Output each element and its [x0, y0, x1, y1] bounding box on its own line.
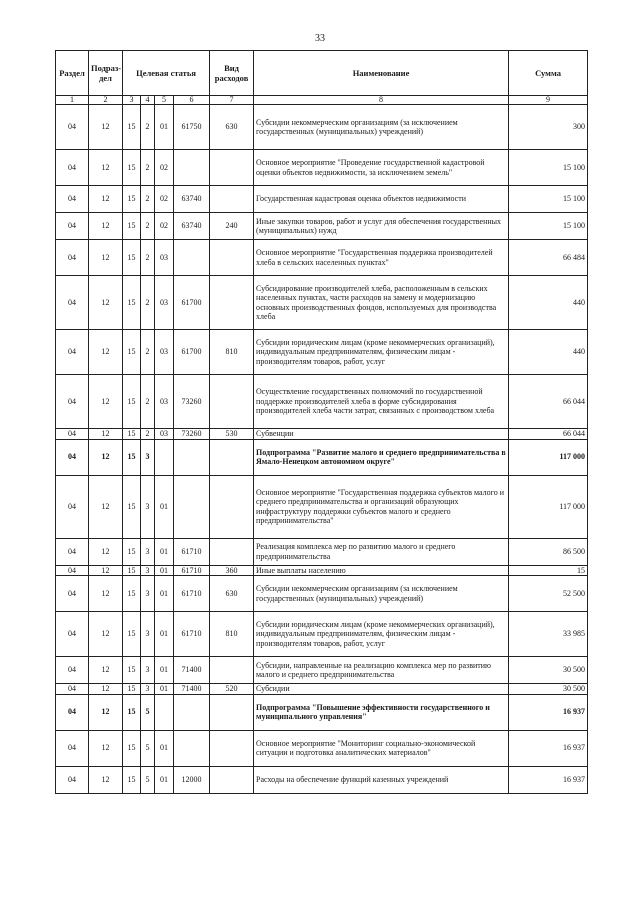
- cell-target-1: 15: [123, 375, 141, 429]
- cell-expense-type: 630: [210, 105, 254, 150]
- cell-target-1: 15: [123, 694, 141, 730]
- cell-name: Субсидии юридическим лицам (кроме некоммерческих организаций), индивидуальным предпринимателям, физическим лицам - производителям товаров, работ, услуг: [254, 330, 509, 375]
- cell-razdel: 04: [56, 213, 89, 240]
- header-podrazdel: Подраз-дел: [89, 51, 123, 96]
- cell-target-3: 02: [155, 150, 174, 186]
- cell-target-4: 71400: [174, 684, 210, 695]
- cell-target-3: 03: [155, 276, 174, 330]
- cell-target-2: 2: [141, 375, 155, 429]
- cell-sum: 66 044: [509, 375, 588, 429]
- cell-target-1: 15: [123, 612, 141, 657]
- cell-target-3: 03: [155, 375, 174, 429]
- table-row: [56, 730, 588, 766]
- cell-sum: 30 500: [509, 684, 588, 695]
- cell-podrazdel: 12: [89, 375, 123, 429]
- header-target-article: Целевая статья: [123, 51, 210, 96]
- cell-target-2: 3: [141, 565, 155, 576]
- cell-sum: 33 985: [509, 612, 588, 657]
- cell-expense-type: [210, 150, 254, 186]
- cell-target-2: 3: [141, 538, 155, 565]
- cell-target-4: 63740: [174, 186, 210, 213]
- cell-target-1: 15: [123, 475, 141, 538]
- cell-podrazdel: 12: [89, 766, 123, 793]
- cell-sum: 16 937: [509, 694, 588, 730]
- table-row: [56, 766, 588, 793]
- cell-target-2: 2: [141, 105, 155, 150]
- cell-sum: 16 937: [509, 766, 588, 793]
- cell-podrazdel: 12: [89, 538, 123, 565]
- table-row: [56, 475, 588, 538]
- column-number: 7: [210, 96, 254, 105]
- cell-expense-type: 530: [210, 429, 254, 440]
- cell-name: Субвенции: [254, 429, 509, 440]
- cell-target-4: [174, 694, 210, 730]
- cell-expense-type: [210, 730, 254, 766]
- column-number: 1: [56, 96, 89, 105]
- cell-target-3: 01: [155, 538, 174, 565]
- cell-expense-type: [210, 766, 254, 793]
- cell-target-3: 02: [155, 213, 174, 240]
- page-number: 33: [315, 33, 325, 44]
- cell-target-3: 01: [155, 657, 174, 684]
- cell-name: Подпрограмма "Развитие малого и среднего предпринимательства в Ямало-Ненецком автономном округе": [254, 439, 509, 475]
- table-row: [56, 105, 588, 150]
- cell-target-1: 15: [123, 766, 141, 793]
- cell-razdel: 04: [56, 565, 89, 576]
- cell-podrazdel: 12: [89, 576, 123, 612]
- header-sum: Сумма: [509, 51, 588, 96]
- cell-expense-type: 240: [210, 213, 254, 240]
- table-row: [56, 657, 588, 684]
- cell-target-4: 61700: [174, 276, 210, 330]
- cell-podrazdel: 12: [89, 429, 123, 440]
- cell-podrazdel: 12: [89, 694, 123, 730]
- cell-target-3: 01: [155, 576, 174, 612]
- cell-sum: 440: [509, 330, 588, 375]
- cell-target-1: 15: [123, 330, 141, 375]
- cell-podrazdel: 12: [89, 276, 123, 330]
- table-row: [56, 375, 588, 429]
- column-number: 6: [174, 96, 210, 105]
- cell-podrazdel: 12: [89, 612, 123, 657]
- cell-target-4: 61710: [174, 612, 210, 657]
- cell-expense-type: [210, 186, 254, 213]
- cell-razdel: 04: [56, 150, 89, 186]
- table-row: [56, 538, 588, 565]
- header-razdel: Раздел: [56, 51, 89, 96]
- cell-expense-type: [210, 375, 254, 429]
- table-body: [56, 105, 588, 794]
- cell-target-4: 12000: [174, 766, 210, 793]
- table-row: [56, 694, 588, 730]
- cell-target-1: 15: [123, 439, 141, 475]
- cell-razdel: 04: [56, 766, 89, 793]
- cell-target-3: 01: [155, 766, 174, 793]
- cell-target-2: 2: [141, 213, 155, 240]
- cell-sum: 15 100: [509, 150, 588, 186]
- cell-name: Основное мероприятие "Государственная поддержка субъектов малого и среднего предпринимательства и организаций образующих инфраструктуру поддержки субъектов малого и среднего предпринимательства": [254, 475, 509, 538]
- column-number: 5: [155, 96, 174, 105]
- cell-podrazdel: 12: [89, 730, 123, 766]
- cell-target-1: 15: [123, 730, 141, 766]
- cell-target-4: 61700: [174, 330, 210, 375]
- cell-podrazdel: 12: [89, 330, 123, 375]
- cell-podrazdel: 12: [89, 150, 123, 186]
- table-row: [56, 565, 588, 576]
- cell-name: Субсидии юридическим лицам (кроме некоммерческих организаций), индивидуальным предпринимателям, физическим лицам - производителям товаров, работ, услуг: [254, 612, 509, 657]
- cell-target-4: 73260: [174, 375, 210, 429]
- cell-sum: 440: [509, 276, 588, 330]
- cell-target-3: 03: [155, 429, 174, 440]
- cell-target-1: 15: [123, 186, 141, 213]
- cell-expense-type: 520: [210, 684, 254, 695]
- cell-expense-type: [210, 694, 254, 730]
- cell-sum: 15 100: [509, 213, 588, 240]
- header-row: [56, 51, 588, 96]
- column-number-row: [56, 96, 588, 105]
- cell-target-4: 63740: [174, 213, 210, 240]
- cell-sum: 16 937: [509, 730, 588, 766]
- cell-target-2: 3: [141, 684, 155, 695]
- cell-razdel: 04: [56, 730, 89, 766]
- cell-expense-type: 630: [210, 576, 254, 612]
- cell-expense-type: 810: [210, 612, 254, 657]
- cell-target-4: 61710: [174, 538, 210, 565]
- cell-razdel: 04: [56, 240, 89, 276]
- cell-target-3: 03: [155, 330, 174, 375]
- cell-name: Субсидии некоммерческим организациям (за исключением государственных (муниципальных) учреждений): [254, 576, 509, 612]
- table-row: [56, 439, 588, 475]
- cell-sum: 117 000: [509, 439, 588, 475]
- cell-target-1: 15: [123, 657, 141, 684]
- cell-name: Субсидии, направленные на реализацию комплекса мер по развитию малого и среднего предпринимательства: [254, 657, 509, 684]
- cell-podrazdel: 12: [89, 186, 123, 213]
- cell-razdel: 04: [56, 429, 89, 440]
- cell-target-1: 15: [123, 105, 141, 150]
- cell-target-2: 5: [141, 730, 155, 766]
- cell-expense-type: [210, 657, 254, 684]
- cell-expense-type: [210, 439, 254, 475]
- cell-razdel: 04: [56, 694, 89, 730]
- cell-sum: 66 044: [509, 429, 588, 440]
- cell-razdel: 04: [56, 684, 89, 695]
- cell-target-4: [174, 475, 210, 538]
- table-row: [56, 213, 588, 240]
- cell-target-1: 15: [123, 276, 141, 330]
- table-row: [56, 576, 588, 612]
- table-row: [56, 150, 588, 186]
- cell-name: Субсидии некоммерческим организациям (за исключением государственных (муниципальных) учреждений): [254, 105, 509, 150]
- cell-target-2: 5: [141, 766, 155, 793]
- cell-sum: 66 484: [509, 240, 588, 276]
- cell-sum: 15 100: [509, 186, 588, 213]
- header-name: Наименование: [254, 51, 509, 96]
- cell-target-2: 2: [141, 429, 155, 440]
- cell-target-4: 61750: [174, 105, 210, 150]
- cell-sum: 300: [509, 105, 588, 150]
- cell-expense-type: [210, 276, 254, 330]
- cell-razdel: 04: [56, 475, 89, 538]
- cell-podrazdel: 12: [89, 565, 123, 576]
- cell-expense-type: 810: [210, 330, 254, 375]
- cell-razdel: 04: [56, 576, 89, 612]
- table-row: [56, 240, 588, 276]
- cell-sum: 30 500: [509, 657, 588, 684]
- budget-table: [55, 50, 588, 794]
- cell-sum: 15: [509, 565, 588, 576]
- cell-target-3: 01: [155, 730, 174, 766]
- cell-expense-type: [210, 538, 254, 565]
- cell-target-3: 01: [155, 684, 174, 695]
- cell-podrazdel: 12: [89, 439, 123, 475]
- table-row: [56, 612, 588, 657]
- cell-razdel: 04: [56, 276, 89, 330]
- cell-target-1: 15: [123, 240, 141, 276]
- header-expense-type: Вид расходов: [210, 51, 254, 96]
- cell-target-2: 2: [141, 276, 155, 330]
- column-number: 4: [141, 96, 155, 105]
- cell-target-2: 2: [141, 186, 155, 213]
- cell-target-3: 01: [155, 475, 174, 538]
- cell-razdel: 04: [56, 105, 89, 150]
- cell-razdel: 04: [56, 657, 89, 684]
- cell-razdel: 04: [56, 186, 89, 213]
- cell-podrazdel: 12: [89, 657, 123, 684]
- cell-name: Основное мероприятие "Проведение государственной кадастровой оценки объектов недвижимости, за исключением земель": [254, 150, 509, 186]
- table-row: [56, 276, 588, 330]
- cell-razdel: 04: [56, 330, 89, 375]
- cell-target-1: 15: [123, 576, 141, 612]
- cell-target-1: 15: [123, 429, 141, 440]
- cell-name: Реализация комплекса мер по развитию малого и среднего предпринимательства: [254, 538, 509, 565]
- cell-target-3: 03: [155, 240, 174, 276]
- cell-podrazdel: 12: [89, 684, 123, 695]
- cell-expense-type: 360: [210, 565, 254, 576]
- cell-razdel: 04: [56, 612, 89, 657]
- cell-target-2: 3: [141, 612, 155, 657]
- cell-target-4: [174, 439, 210, 475]
- cell-target-2: 3: [141, 657, 155, 684]
- cell-name: Иные закупки товаров, работ и услуг для обеспечения государственных (муниципальных) нужд: [254, 213, 509, 240]
- cell-target-1: 15: [123, 565, 141, 576]
- cell-target-4: [174, 150, 210, 186]
- column-number: 2: [89, 96, 123, 105]
- cell-expense-type: [210, 240, 254, 276]
- cell-target-4: [174, 730, 210, 766]
- cell-target-2: 2: [141, 150, 155, 186]
- cell-sum: 52 500: [509, 576, 588, 612]
- cell-target-3: [155, 694, 174, 730]
- cell-target-4: 71400: [174, 657, 210, 684]
- table-row: [56, 684, 588, 695]
- cell-target-3: 01: [155, 612, 174, 657]
- table-row: [56, 429, 588, 440]
- cell-target-2: 3: [141, 439, 155, 475]
- cell-target-3: 01: [155, 565, 174, 576]
- cell-target-3: 02: [155, 186, 174, 213]
- cell-target-1: 15: [123, 213, 141, 240]
- table-row: [56, 186, 588, 213]
- cell-podrazdel: 12: [89, 105, 123, 150]
- column-number: 3: [123, 96, 141, 105]
- cell-target-4: 61710: [174, 565, 210, 576]
- cell-target-4: [174, 240, 210, 276]
- cell-name: Осуществление государственных полномочий по государственной поддержке производителей хлеба в форме субсидирования производителей хлеба части затрат, связанных с производством хлеба: [254, 375, 509, 429]
- cell-target-1: 15: [123, 684, 141, 695]
- cell-name: Основное мероприятие "Мониторинг социально-экономической ситуации и подготовка аналитических материалов": [254, 730, 509, 766]
- cell-podrazdel: 12: [89, 213, 123, 240]
- cell-podrazdel: 12: [89, 475, 123, 538]
- cell-target-2: 2: [141, 330, 155, 375]
- cell-target-1: 15: [123, 150, 141, 186]
- cell-name: Субсидирование производителей хлеба, расположенным в сельских населенных пунктах, части расходов на замену и модернизацию основных производственных фондов, используемых для производства хлеба: [254, 276, 509, 330]
- cell-name: Субсидии: [254, 684, 509, 695]
- cell-target-3: 01: [155, 105, 174, 150]
- column-number: 8: [254, 96, 509, 105]
- cell-target-4: 61710: [174, 576, 210, 612]
- cell-target-1: 15: [123, 538, 141, 565]
- cell-target-3: [155, 439, 174, 475]
- cell-target-2: 5: [141, 694, 155, 730]
- cell-name: Расходы на обеспечение функций казенных учреждений: [254, 766, 509, 793]
- cell-name: Иные выплаты населению: [254, 565, 509, 576]
- cell-expense-type: [210, 475, 254, 538]
- cell-sum: 86 500: [509, 538, 588, 565]
- cell-razdel: 04: [56, 375, 89, 429]
- cell-name: Подпрограмма "Повышение эффективности государственного и муниципального управления": [254, 694, 509, 730]
- cell-podrazdel: 12: [89, 240, 123, 276]
- cell-name: Основное мероприятие "Государственная поддержка производителей хлеба в сельских населенных пунктах": [254, 240, 509, 276]
- column-number: 9: [509, 96, 588, 105]
- cell-target-2: 3: [141, 475, 155, 538]
- cell-target-2: 3: [141, 576, 155, 612]
- cell-name: Государственная кадастровая оценка объектов недвижимости: [254, 186, 509, 213]
- cell-sum: 117 000: [509, 475, 588, 538]
- cell-target-4: 73260: [174, 429, 210, 440]
- cell-razdel: 04: [56, 439, 89, 475]
- cell-target-2: 2: [141, 240, 155, 276]
- table-row: [56, 330, 588, 375]
- cell-razdel: 04: [56, 538, 89, 565]
